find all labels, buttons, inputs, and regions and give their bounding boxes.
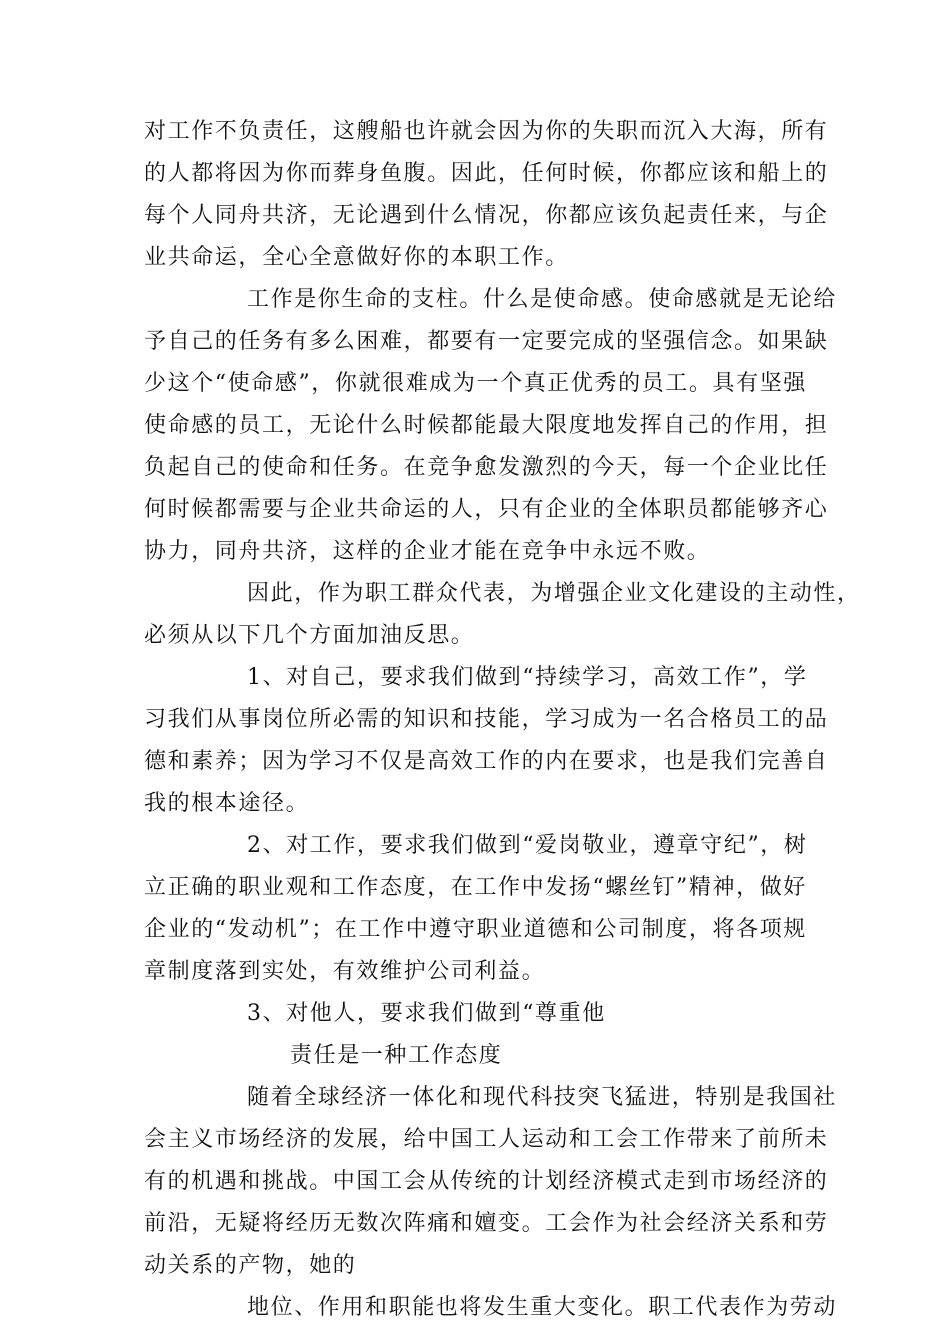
section-heading: 责任是一种工作态度 [290, 1043, 503, 1068]
text-line-29: 地位、作用和职能也将发生重大变化。职工代表作为劳动 [247, 1295, 838, 1320]
text-line-18: 2、对工作，要求我们做到“爱岗敬业，遵章守纪”，树 [247, 833, 808, 858]
text-line-10: 何时候都需要与企业共命运的人，只有企业的全体职员都能够齐心 [144, 497, 829, 522]
text-line-1: 对工作不负责任，这艘船也许就会因为你的失职而沉入大海，所有 [144, 119, 829, 144]
text-line-24: 随着全球经济一体化和现代科技突飞猛进，特别是我国社 [247, 1085, 838, 1110]
text-line-4: 业共命运，全心全意做好你的本职工作。 [144, 245, 569, 270]
text-line-27: 前沿，无疑将经历无数次阵痛和嬗变。工会作为社会经济关系和劳 [144, 1211, 829, 1236]
text-line-14: 1、对自己，要求我们做到“持续学习，高效工作”，学 [247, 665, 808, 690]
text-line-7: 少这个“使命感”，你就很难成为一个真正优秀的员工。具有坚强 [144, 371, 807, 396]
text-line-6: 予自己的任务有多么困难，都要有一定要完成的坚强信念。如果缺 [144, 329, 829, 354]
text-line-16: 德和素养；因为学习不仅是高效工作的内在要求，也是我们完善自 [144, 749, 829, 774]
text-line-12: 因此，作为职工群众代表，为增强企业文化建设的主动性， [247, 581, 861, 606]
text-line-9: 负起自己的使命和任务。在竞争愈发激烈的今天，每一个企业比任 [144, 455, 829, 480]
text-line-3: 每个人同舟共济，无论遇到什么情况，你都应该负起责任来，与企 [144, 203, 829, 228]
text-line-21: 章制度落到实处，有效维护公司利益。 [144, 959, 546, 984]
text-line-17: 我的根本途径。 [144, 791, 310, 816]
text-line-22: 3、对他人，要求我们做到“尊重他 [247, 1001, 606, 1026]
text-line-20: 企业的“发动机”；在工作中遵守职业道德和公司制度，将各项规 [144, 917, 807, 942]
text-line-5: 工作是你生命的支柱。什么是使命感。使命感就是无论给 [247, 287, 838, 312]
text-line-19: 立正确的职业观和工作态度，在工作中发扬“螺丝钉”精神，做好 [144, 875, 807, 900]
text-line-15: 习我们从事岗位所必需的知识和技能，学习成为一名合格员工的品 [144, 707, 829, 732]
text-line-25: 会主义市场经济的发展，给中国工人运动和工会工作带来了前所未 [144, 1127, 829, 1152]
text-line-26: 有的机遇和挑战。中国工会从传统的计划经济模式走到市场经济的 [144, 1169, 829, 1194]
text-line-8: 使命感的员工，无论什么时候都能最大限度地发挥自己的作用，担 [144, 413, 829, 438]
text-line-13: 必须从以下几个方面加油反思。 [144, 623, 475, 648]
text-line-2: 的人都将因为你而葬身鱼腹。因此，任何时候，你都应该和船上的 [144, 161, 829, 186]
text-line-28: 动关系的产物，她的 [144, 1253, 357, 1278]
text-line-11: 协力，同舟共济，这样的企业才能在竞争中永远不败。 [144, 539, 711, 564]
